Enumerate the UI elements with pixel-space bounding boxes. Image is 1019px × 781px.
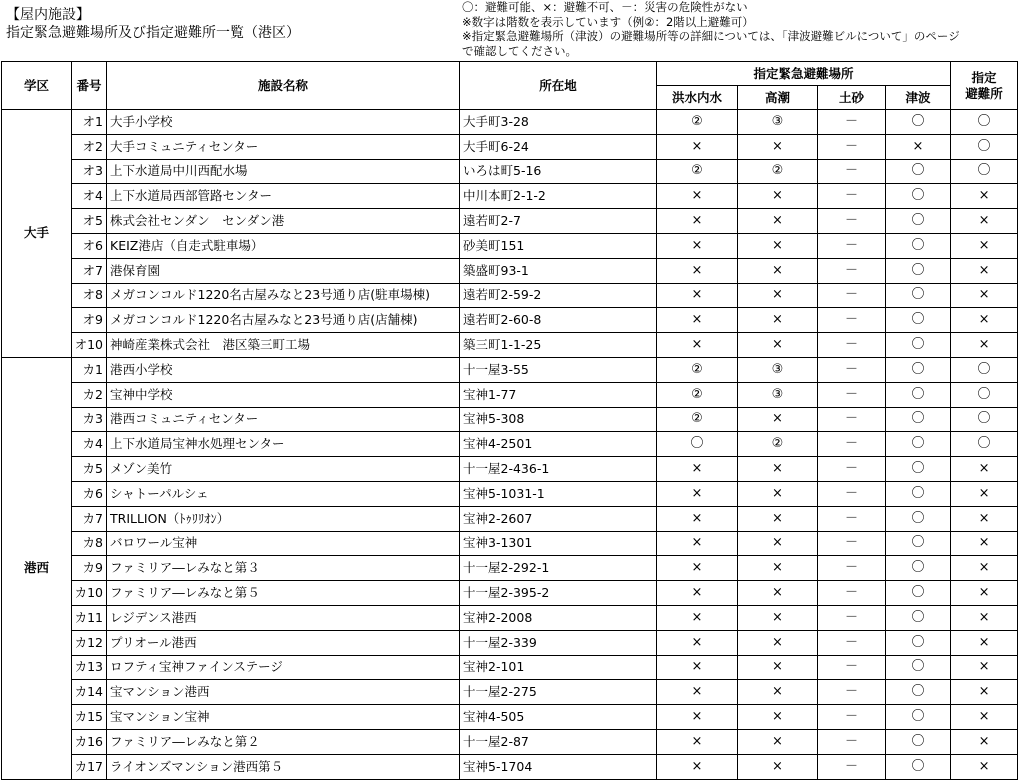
tsunami-status: 〇 — [886, 233, 951, 258]
facility-address: 宝神2-101 — [460, 655, 657, 680]
facility-address: 宝神4-505 — [460, 705, 657, 730]
shelter-status: 〇 — [951, 382, 1018, 407]
shelter-status: × — [951, 605, 1018, 630]
shelter-status: × — [951, 209, 1018, 234]
storm-surge-status: × — [738, 581, 818, 606]
table-row — [2, 134, 1018, 159]
table-row — [2, 481, 1018, 506]
tsunami-status: 〇 — [886, 705, 951, 730]
facility-address: 宝神5-308 — [460, 407, 657, 432]
storm-surge-status: × — [738, 729, 818, 754]
table-row — [2, 357, 1018, 382]
facility-address: 十一屋2-436-1 — [460, 457, 657, 482]
facility-name: 港西コミュニティセンター — [107, 407, 460, 432]
table-row — [2, 556, 1018, 581]
facility-address: 築盛町93-1 — [460, 258, 657, 283]
storm-surge-status: × — [738, 134, 818, 159]
storm-surge-status: × — [738, 630, 818, 655]
facility-name: 宝神中学校 — [107, 382, 460, 407]
facility-address: 十一屋2-395-2 — [460, 581, 657, 606]
facility-number: オ4 — [72, 184, 107, 209]
legend-notes — [462, 0, 1017, 58]
shelter-status: × — [951, 481, 1018, 506]
table-row — [2, 630, 1018, 655]
district-cell: 港西 — [2, 357, 72, 779]
storm-surge-status: × — [738, 605, 818, 630]
table-row — [2, 680, 1018, 705]
col-district: 学区 — [2, 62, 72, 110]
shelter-status: × — [951, 283, 1018, 308]
shelter-status: × — [951, 680, 1018, 705]
facility-address: 十一屋3-55 — [460, 357, 657, 382]
facility-address: 十一屋2-339 — [460, 630, 657, 655]
facility-number: カ5 — [72, 457, 107, 482]
col-number: 番号 — [72, 62, 107, 110]
tsunami-status: 〇 — [886, 308, 951, 333]
col-shelter-line1: 指定 — [971, 69, 997, 85]
facility-address: 中川本町2-1-2 — [460, 184, 657, 209]
facility-address: 大手町6-24 — [460, 134, 657, 159]
table-row — [2, 209, 1018, 234]
col-flood: 洪水内水 — [657, 86, 738, 110]
col-storm-surge: 高潮 — [738, 86, 818, 110]
flood-status: × — [657, 258, 738, 283]
storm-surge-status: ③ — [738, 110, 818, 135]
flood-status: 〇 — [657, 432, 738, 457]
tsunami-status: 〇 — [886, 506, 951, 531]
table-body — [2, 110, 1018, 780]
shelter-status: 〇 — [951, 134, 1018, 159]
storm-surge-status: ③ — [738, 382, 818, 407]
flood-status: × — [657, 134, 738, 159]
landslide-status: － — [818, 184, 886, 209]
storm-surge-status: × — [738, 258, 818, 283]
shelter-status: × — [951, 333, 1018, 358]
table-row — [2, 407, 1018, 432]
facility-name: 宝マンション港西 — [107, 680, 460, 705]
flood-status: ② — [657, 382, 738, 407]
flood-status: × — [657, 209, 738, 234]
facility-name: 上下水道局宝神水処理センター — [107, 432, 460, 457]
facility-name: 港保育園 — [107, 258, 460, 283]
facility-address: 宝神5-1031-1 — [460, 481, 657, 506]
facility-name: メゾン美竹 — [107, 457, 460, 482]
facility-name: 大手小学校 — [107, 110, 460, 135]
landslide-status: － — [818, 357, 886, 382]
shelter-table — [1, 61, 1018, 780]
flood-status: × — [657, 581, 738, 606]
col-shelter — [951, 62, 1018, 110]
shelter-status: 〇 — [951, 432, 1018, 457]
storm-surge-status: × — [738, 457, 818, 482]
facility-number: カ16 — [72, 729, 107, 754]
tsunami-status: 〇 — [886, 605, 951, 630]
storm-surge-status: × — [738, 506, 818, 531]
shelter-status: × — [951, 308, 1018, 333]
legend-symbols: 〇：避難可能、×：避難不可、－：災害の危険性がない — [462, 0, 748, 14]
tsunami-status: 〇 — [886, 184, 951, 209]
facility-number: カ12 — [72, 630, 107, 655]
facility-address: 遠若町2-60-8 — [460, 308, 657, 333]
facility-number: カ11 — [72, 605, 107, 630]
tsunami-status: 〇 — [886, 357, 951, 382]
flood-status: × — [657, 308, 738, 333]
flood-status: × — [657, 556, 738, 581]
flood-status: × — [657, 283, 738, 308]
facility-number: カ9 — [72, 556, 107, 581]
table-row — [2, 581, 1018, 606]
facility-number: カ17 — [72, 754, 107, 779]
tsunami-note-cont: で確認してください。 — [462, 43, 577, 58]
facility-number: オ2 — [72, 134, 107, 159]
flood-status: ② — [657, 357, 738, 382]
table-row — [2, 754, 1018, 779]
table-row — [2, 258, 1018, 283]
flood-status: × — [657, 457, 738, 482]
tsunami-status: 〇 — [886, 754, 951, 779]
table-row — [2, 233, 1018, 258]
flood-status: ② — [657, 407, 738, 432]
storm-surge-status: × — [738, 308, 818, 333]
storm-surge-status: × — [738, 680, 818, 705]
tsunami-status: 〇 — [886, 333, 951, 358]
col-landslide: 土砂 — [818, 86, 886, 110]
facility-address: 十一屋2-275 — [460, 680, 657, 705]
facility-number: カ6 — [72, 481, 107, 506]
facility-name: KEIZ港店（自走式駐車場） — [107, 233, 460, 258]
table-row — [2, 432, 1018, 457]
shelter-status: 〇 — [951, 357, 1018, 382]
facility-name: ライオンズマンション港西第５ — [107, 754, 460, 779]
facility-number: カ3 — [72, 407, 107, 432]
facility-address: 宝神4-2501 — [460, 432, 657, 457]
flood-status: × — [657, 333, 738, 358]
landslide-status: － — [818, 432, 886, 457]
storm-surge-status: × — [738, 556, 818, 581]
storm-surge-status: × — [738, 233, 818, 258]
landslide-status: － — [818, 705, 886, 730]
col-shelter-line2: 避難所 — [965, 85, 1003, 101]
storm-surge-status: × — [738, 531, 818, 556]
landslide-status: － — [818, 333, 886, 358]
flood-status: × — [657, 705, 738, 730]
facility-number: カ13 — [72, 655, 107, 680]
tsunami-status: 〇 — [886, 630, 951, 655]
storm-surge-status: × — [738, 283, 818, 308]
tsunami-status: 〇 — [886, 729, 951, 754]
table-row — [2, 110, 1018, 135]
storm-surge-status: × — [738, 407, 818, 432]
tsunami-status: 〇 — [886, 283, 951, 308]
table-row — [2, 605, 1018, 630]
landslide-status: － — [818, 283, 886, 308]
facility-name: 港西小学校 — [107, 357, 460, 382]
facility-number: オ1 — [72, 110, 107, 135]
shelter-status: × — [951, 630, 1018, 655]
facility-number: カ4 — [72, 432, 107, 457]
facility-name: レジデンス港西 — [107, 605, 460, 630]
landslide-status: － — [818, 110, 886, 135]
facility-number: オ6 — [72, 233, 107, 258]
table-row — [2, 308, 1018, 333]
storm-surge-status: × — [738, 209, 818, 234]
landslide-status: － — [818, 382, 886, 407]
tsunami-status: 〇 — [886, 209, 951, 234]
landslide-status: － — [818, 605, 886, 630]
table-row — [2, 283, 1018, 308]
facility-number: カ15 — [72, 705, 107, 730]
facility-number: カ7 — [72, 506, 107, 531]
table-row — [2, 705, 1018, 730]
shelter-status: × — [951, 258, 1018, 283]
facility-number: オ8 — [72, 283, 107, 308]
flood-status: × — [657, 680, 738, 705]
storm-surge-status: × — [738, 705, 818, 730]
legend-floors: ※数字は階数を表示しています（例②：2階以上避難可） — [462, 14, 754, 29]
facility-number: カ14 — [72, 680, 107, 705]
shelter-status: × — [951, 581, 1018, 606]
storm-surge-status: ③ — [738, 357, 818, 382]
facility-address: いろは町5-16 — [460, 159, 657, 184]
tsunami-status: 〇 — [886, 457, 951, 482]
landslide-status: － — [818, 729, 886, 754]
col-facility: 施設名称 — [107, 62, 460, 110]
col-emergency-group: 指定緊急避難場所 — [657, 62, 951, 86]
table-header — [2, 62, 1018, 110]
facility-name: TRILLION（ﾄｩﾘﾘｵﾝ） — [107, 506, 460, 531]
flood-status: × — [657, 506, 738, 531]
landslide-status: － — [818, 630, 886, 655]
facility-name: 株式会社センダン センダン港 — [107, 209, 460, 234]
facility-address: 宝神1-77 — [460, 382, 657, 407]
facility-name: 大手コミュニティセンター — [107, 134, 460, 159]
facility-name: ファミリア―レみなと第５ — [107, 581, 460, 606]
facility-number: カ8 — [72, 531, 107, 556]
flood-status: × — [657, 531, 738, 556]
facility-name: メガコンコルド1220名古屋みなと23号通り店(店舗棟) — [107, 308, 460, 333]
landslide-status: － — [818, 754, 886, 779]
tsunami-status: 〇 — [886, 110, 951, 135]
facility-address: 宝神2-2008 — [460, 605, 657, 630]
shelter-status: 〇 — [951, 159, 1018, 184]
table-row — [2, 184, 1018, 209]
landslide-status: － — [818, 531, 886, 556]
tsunami-status: 〇 — [886, 258, 951, 283]
tsunami-status: 〇 — [886, 556, 951, 581]
table-row — [2, 531, 1018, 556]
flood-status: × — [657, 481, 738, 506]
tsunami-status: 〇 — [886, 432, 951, 457]
shelter-status: × — [951, 506, 1018, 531]
flood-status: × — [657, 184, 738, 209]
facility-address: 宝神5-1704 — [460, 754, 657, 779]
facility-name: 上下水道局西部管路センター — [107, 184, 460, 209]
section-title: 【屋内施設】 — [6, 7, 90, 23]
facility-address: 十一屋2-87 — [460, 729, 657, 754]
landslide-status: － — [818, 209, 886, 234]
flood-status: × — [657, 655, 738, 680]
tsunami-status: 〇 — [886, 382, 951, 407]
facility-name: 宝マンション宝神 — [107, 705, 460, 730]
facility-number: カ2 — [72, 382, 107, 407]
shelter-status: × — [951, 754, 1018, 779]
shelter-status: × — [951, 184, 1018, 209]
facility-address: 遠若町2-7 — [460, 209, 657, 234]
flood-status: × — [657, 630, 738, 655]
landslide-status: － — [818, 481, 886, 506]
facility-name: 上下水道局中川西配水場 — [107, 159, 460, 184]
tsunami-status: 〇 — [886, 481, 951, 506]
facility-number: オ9 — [72, 308, 107, 333]
flood-status: × — [657, 233, 738, 258]
storm-surge-status: ② — [738, 432, 818, 457]
facility-number: カ1 — [72, 357, 107, 382]
shelter-status: 〇 — [951, 110, 1018, 135]
storm-surge-status: × — [738, 754, 818, 779]
facility-name: ファミリア―レみなと第３ — [107, 556, 460, 581]
facility-number: カ10 — [72, 581, 107, 606]
landslide-status: － — [818, 159, 886, 184]
landslide-status: － — [818, 680, 886, 705]
tsunami-status: × — [886, 134, 951, 159]
flood-status: × — [657, 729, 738, 754]
table-row — [2, 333, 1018, 358]
landslide-status: － — [818, 457, 886, 482]
facility-name: 神崎産業株式会社 港区築三町工場 — [107, 333, 460, 358]
flood-status: × — [657, 605, 738, 630]
table-row — [2, 159, 1018, 184]
facility-address: 築三町1-1-25 — [460, 333, 657, 358]
table-row — [2, 506, 1018, 531]
facility-name: ファミリア―レみなと第２ — [107, 729, 460, 754]
tsunami-status: 〇 — [886, 159, 951, 184]
shelter-status: × — [951, 233, 1018, 258]
shelter-status: × — [951, 729, 1018, 754]
landslide-status: － — [818, 233, 886, 258]
tsunami-status: 〇 — [886, 655, 951, 680]
shelter-status: × — [951, 457, 1018, 482]
landslide-status: － — [818, 581, 886, 606]
shelter-status: × — [951, 556, 1018, 581]
shelter-status: × — [951, 531, 1018, 556]
landslide-status: － — [818, 407, 886, 432]
facility-address: 宝神3-1301 — [460, 531, 657, 556]
facility-address: 遠若町2-59-2 — [460, 283, 657, 308]
facility-name: メガコンコルド1220名古屋みなと23号通り店(駐車場棟) — [107, 283, 460, 308]
storm-surge-status: ② — [738, 159, 818, 184]
storm-surge-status: × — [738, 481, 818, 506]
facility-number: オ5 — [72, 209, 107, 234]
landslide-status: － — [818, 506, 886, 531]
facility-number: オ7 — [72, 258, 107, 283]
facility-name: ロフティ宝神ファインステージ — [107, 655, 460, 680]
flood-status: ② — [657, 110, 738, 135]
facility-number: オ10 — [72, 333, 107, 358]
facility-address: 大手町3-28 — [460, 110, 657, 135]
storm-surge-status: × — [738, 655, 818, 680]
facility-name: シャトーパルシェ — [107, 481, 460, 506]
tsunami-status: 〇 — [886, 531, 951, 556]
document-title: 指定緊急避難場所及び指定避難所一覧（港区） — [6, 25, 300, 41]
landslide-status: － — [818, 258, 886, 283]
shelter-status: × — [951, 655, 1018, 680]
tsunami-status: 〇 — [886, 581, 951, 606]
facility-address: 砂美町151 — [460, 233, 657, 258]
tsunami-note: ※指定緊急避難場所（津波）の避難場所等の詳細については、「津波避難ビルについて」のページ — [462, 29, 960, 43]
facility-address: 宝神2-2607 — [460, 506, 657, 531]
facility-name: バロワール宝神 — [107, 531, 460, 556]
col-address: 所在地 — [460, 62, 657, 110]
district-cell: 大手 — [2, 110, 72, 358]
landslide-status: － — [818, 556, 886, 581]
facility-address: 十一屋2-292-1 — [460, 556, 657, 581]
col-tsunami: 津波 — [886, 86, 951, 110]
facility-number: オ3 — [72, 159, 107, 184]
table-row — [2, 457, 1018, 482]
landslide-status: － — [818, 655, 886, 680]
flood-status: ② — [657, 159, 738, 184]
table-row — [2, 655, 1018, 680]
shelter-status: 〇 — [951, 407, 1018, 432]
landslide-status: － — [818, 134, 886, 159]
flood-status: × — [657, 754, 738, 779]
table-row — [2, 729, 1018, 754]
tsunami-status: 〇 — [886, 407, 951, 432]
tsunami-status: 〇 — [886, 680, 951, 705]
storm-surge-status: × — [738, 333, 818, 358]
page-heading — [6, 6, 300, 42]
shelter-status: × — [951, 705, 1018, 730]
facility-name: プリオール港西 — [107, 630, 460, 655]
storm-surge-status: × — [738, 184, 818, 209]
table-row — [2, 382, 1018, 407]
landslide-status: － — [818, 308, 886, 333]
